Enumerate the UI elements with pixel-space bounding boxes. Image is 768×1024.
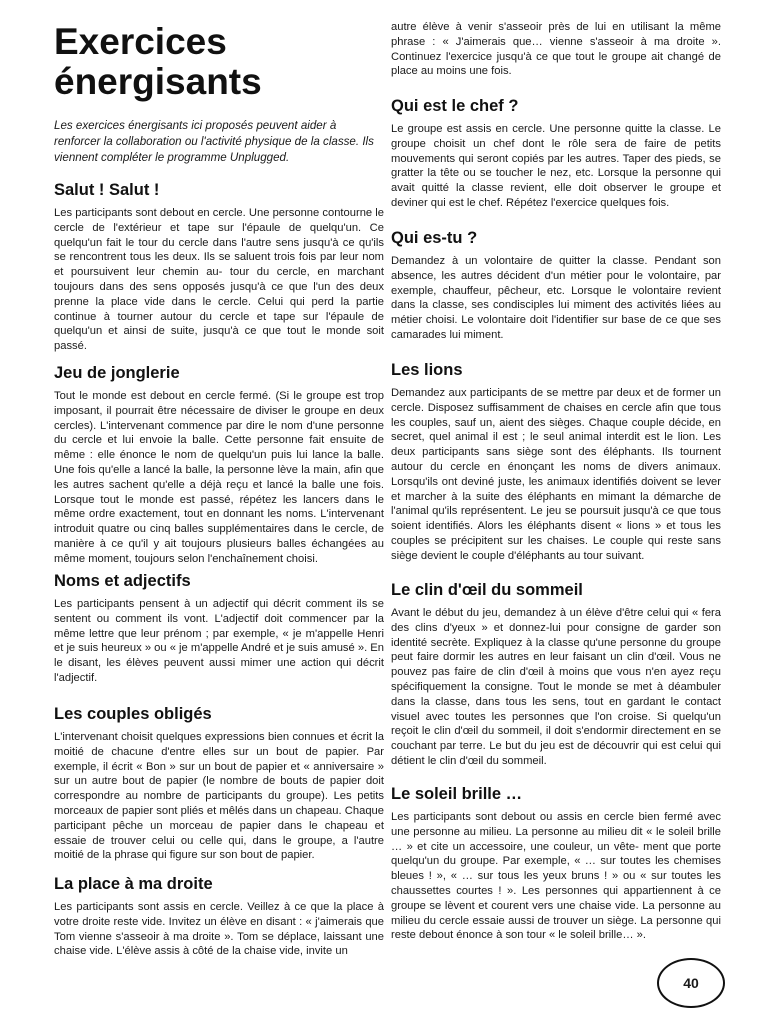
section-text: Demandez à un volontaire de quitter la classe. Pendant son absence, les autres décident d'un métier pour le volontaire, par exemple, chauffeur, pêcheur, etc. Lorsque le volontaire revient dans la classe, ses condisciples lui miment des activités liées au métier choisi. Le volontaire doit l'identifier sur base de ce que ses camarades lui miment. [391,255,721,341]
section-text: Les participants pensent à un adjectif qui décrit comment ils se sentent ou comment ils vont. L'adjectif doit commencer par la même lettre que leur prénom ; par exemple, « je m'appelle Henri et je suis heureux » ou « je m'appelle André et je suis amusé ». En le disant, les élèves peuvent aussi mimer une action qui décrit l'adjectif. [54,598,384,684]
section-lions [391,360,721,564]
section-heading: Noms et adjectifs [54,572,191,590]
section-heading: Salut ! Salut ! [54,181,160,199]
section-clin [391,580,721,769]
section-heading: Qui est le chef ? [391,97,519,115]
section-place-continued [391,20,721,79]
page-number: 40 [657,958,725,1008]
section-text: L'intervenant choisit quelques expressions bien connues et écrit la moitié de chacune d'entre elles sur un bout de papier. Par exemple, il écrit « Bon » sur un bout de papier et « anniversaire » sur un autre bout de papier (le nombre de bouts de papier doit correspondre au nombre de participants du groupe). Les petits morceaux de papier sont pliés et mêlés dans un chapeau. Chaque participant pêche un morceau de papier dans le chapeau et essaie de trouver celui ou celle qui, dans le groupe, a l'autre moitié de la phrase qui figure sur son bout de papier. [54,731,384,862]
section-jonglerie [54,363,384,567]
section-heading: Le soleil brille … [391,785,523,803]
section-heading: Qui es-tu ? [391,229,478,247]
section-text: Le groupe est assis en cercle. Une personne quitte la classe. Le groupe choisit un chef dont le rôle sera de faire de petits mouvements qui seront copiés par les autres. Taper des pieds, se gratter la tête ou se toucher le nez, etc. Lorsque la personne qui avait quitté la classe revient, elle doit observer le groupe et deviner qui est le chef. Répétez l'exercice quelques fois. [391,123,721,209]
section-heading: Jeu de jonglerie [54,364,180,382]
section-soleil [391,784,721,943]
section-heading: Le clin d'œil du sommeil [391,581,583,599]
section-text: Demandez aux participants de se mettre par deux et de former un cercle. Disposez suffisamment de chaises en cercle afin que tous les couples, sauf un, aient des sièges. Chaque couple décide, en secret, quel animal il est ; le seul animal interdit est le lion. Les deux participants sans siège sont des éléphants. Ils tournent autour du cercle en énonçant les noms de divers animaux. Lorsqu'ils ont deviné juste, les animaux identifiés doivent se lever et marcher à la suite des éléphants en mimant la démarche de l'animal qu'ils représentent. Le jeu se poursuit jusqu'à ce que tous soient identifiés. Alors les éléphants disent « lions » et tous les couples se précipitent sur les chaises. Le couple qui reste sans siège devient le couple d'éléphants au tour suivant. [391,387,721,562]
section-chef [391,96,721,211]
section-salut [54,180,384,354]
section-place [54,874,384,959]
section-text: autre élève à venir s'asseoir près de lui en utilisant la même phrase : « J'aimerais que… vienne s'asseoir à ma droite ». Continuez l'exercice jusqu'à ce que tout le groupe ait changé de place au moins une fois. [391,21,721,78]
section-noms [54,571,384,686]
page-title: Exercices énergisants [54,21,262,102]
section-couples [54,704,384,863]
section-text: Les participants sont debout en cercle. Une personne contourne le cercle de l'extérieur et tape sur l'épaule de quelqu'un. Ce quelqu'un fait le tour du cercle dans l'autre sens jusqu'à ce qu'ils se rencontrent tous les deux. Ils se saluent trois fois par leur nom et poursuivent leur chemin au- tour du cercle, en marchant toujours dans des sens opposés jusqu'à ce que l'un des deux prenne la place vide dans le cercle. Celui qui perd la partie continue à tourner autour du cercle et tape sur l'épaule de quelqu'un et ainsi de suite, jusqu'à ce que tout le monde soit passé. [54,207,384,353]
section-text: Avant le début du jeu, demandez à un élève d'être celui qui « fera des clins d'yeux » et donnez-lui pour consigne de garder son identité secrète. Expliquez à la classe qu'une personne du groupe peut faire dormir les autres en leur faisant un clin d'œil. Vous ne pouvez pas faire de clin d'œil à moins que vous n'en ayez reçu spécifiquement la consigne. Tout le monde se met à déambuler dans la classe, dans tous les sens, tout en gardant le contact visuel avec toutes les personnes que l'on croise. Si quelqu'un reçoit le clin d'œil du sommeil, il doit s'endormir directement en se couchant par terre. Le but du jeu est de découvrir qui est celui qui détient le clin d'œil du sommeil. [391,607,721,767]
section-text: Tout le monde est debout en cercle fermé. (Si le groupe est trop imposant, il pourrait être nécessaire de diviser le groupe en deux cercles). L'intervenant commence par dire le nom d'une personne du cercle et lui envoie la balle. Cette personne fait ensuite de même : elle énonce le nom de quelqu'un puis lui lance la balle. Une fois qu'elle a lancé la balle, la personne lève la main, afin que les autres sachent qu'elle a déjà reçu et lancé la balle une fois. Lorsque tout le monde est passé, répétez les lancers dans le même ordre exactement, tout en donnant les noms. L'intervenant introduit quatre ou cinq balles supplémentaires dans le cercle, de manière à ce qu'il y ait toujours plusieurs balles échangées au même moment, toujours selon l'enchaînement choisi. [54,390,384,565]
section-heading: Les couples obligés [54,705,212,723]
section-text: Les participants sont debout ou assis en cercle bien fermé avec une personne au milieu. La personne au milieu dit « le soleil brille … » et cite un accessoire, une couleur, un vête- ment que porte quelqu'un du groupe. Par exemple, « … sur toutes les chemises bleues ! », « … sur tous les yeux bruns ! » ou « sur toutes les chaussettes courtes ! ». Les personnes qui appartiennent à ce groupe se lèvent et courent vers une chaise vide. La personne au milieu du cercle essaie aussi de trouver un siège. La personne qui reste debout énonce à son tour « le soleil brille… ». [391,811,721,942]
section-heading: Les lions [391,361,463,379]
section-text: Les participants sont assis en cercle. Veillez à ce que la place à votre droite reste vide. Invitez un élève en disant : « j'aimerais que Tom vienne s'asseoir à ma droite ». Tom se déplace, laissant une chaise vide. L'élève assis à côté de la chaise vide, invite un [54,901,384,958]
section-heading: La place à ma droite [54,875,213,893]
intro-paragraph: Les exercices énergisants ici proposés peuvent aider à renforcer la collaboration ou l'activité physique de la classe. Ils viennent compléter le programme Unplugged. [54,119,374,164]
section-quiestu [391,228,721,343]
